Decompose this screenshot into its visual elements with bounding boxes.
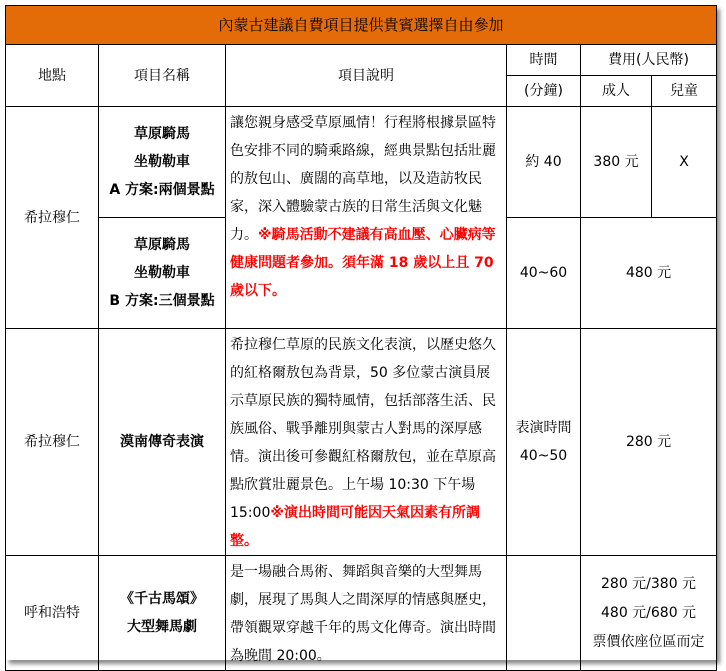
time-option-b: 40~60 <box>507 218 581 329</box>
price-option-b: 480 元 <box>581 218 717 329</box>
child-price-option-a: X <box>652 107 717 218</box>
item-desc-drama: 是一場融合馬術、舞蹈與音樂的大型舞馬劇，展現了馬與人之間深厚的情感與歷史，帶領觀眾穿越千年的馬文化傳奇。演出時間為晚間 20:00。 <box>226 556 507 671</box>
time-option-a: 約 40 <box>507 107 581 218</box>
item-name-line: 草原騎馬 <box>134 126 190 142</box>
header-location: 地點 <box>6 45 99 107</box>
price-line: 票價依座位區而定 <box>592 633 705 650</box>
item-name-show: 漠南傳奇表演 <box>99 329 226 556</box>
price-line: 480 元/680 元 <box>601 604 697 621</box>
warning-text: ※演出時間可能因天氣因素有所調整。 <box>230 505 480 549</box>
adult-price-option-a: 380 元 <box>581 107 652 218</box>
header-time-unit: (分鐘) <box>507 76 581 107</box>
item-name-line: 大型舞馬劇 <box>127 619 197 635</box>
optional-tours-table <box>5 5 717 671</box>
item-name-option-b <box>99 218 226 329</box>
header-fee: 費用(人民幣) <box>581 45 717 76</box>
desc-text: 希拉穆仁草原的民族文化表演，以歷史悠久的紅格爾敖包為背景，50 多位蒙古演員展示草原民族的獨特風情，包括部落生活、民族風俗、戰爭離別與蒙古人對馬的深厚感情。演出後可參觀紅格爾敖包，並在草原高點欣賞壯麗景色。上午場 10:30 下午場 15:00 <box>230 337 496 521</box>
item-desc-show <box>226 329 507 556</box>
time-line: 表演時間 <box>515 420 572 436</box>
time-show <box>507 329 581 556</box>
item-name-line: 《千古馬頌》 <box>120 591 204 607</box>
item-name-line: 草原騎馬 <box>134 237 190 253</box>
item-name-option-a <box>99 107 226 218</box>
header-item-name: 項目名稱 <box>99 45 226 107</box>
desc-text: 讓您親身感受草原風情！行程將根據景區特色安排不同的騎乘路線，經典景點包括壯麗的敖包山、廣闊的高草地，以及造訪牧民家，深入體驗蒙古族的日常生活與文化魅力。 <box>230 115 496 243</box>
header-child: 兒童 <box>652 76 717 107</box>
price-show: 280 元 <box>581 329 717 556</box>
time-drama <box>507 556 581 671</box>
item-name-line: B 方案:三個景點 <box>109 293 215 309</box>
item-name-drama <box>99 556 226 671</box>
header-time: 時間 <box>507 45 581 76</box>
price-drama <box>581 556 717 671</box>
item-name-line: 坐勒勒車 <box>134 265 190 281</box>
itinerary-table-wrapper <box>5 5 716 664</box>
time-line: 40~50 <box>519 448 568 464</box>
item-desc-riding <box>226 107 507 329</box>
header-item-desc: 項目說明 <box>226 45 507 107</box>
table-title: 內蒙古建議自費項目提供貴賓選擇自由參加 <box>6 6 717 45</box>
item-name-line: 坐勒勒車 <box>134 154 190 170</box>
location-cell: 呼和浩特 <box>6 556 99 671</box>
item-name-line: A 方案:兩個景點 <box>109 182 215 198</box>
location-cell: 希拉穆仁 <box>6 329 99 556</box>
warning-text: ※騎馬活動不建議有高血壓、心臟病等健康問題者參加。須年滿 18 歲以上且 70 歲以下。 <box>230 227 496 299</box>
header-adult: 成人 <box>581 76 652 107</box>
price-line: 280 元/380 元 <box>601 575 697 592</box>
location-cell: 希拉穆仁 <box>6 107 99 329</box>
